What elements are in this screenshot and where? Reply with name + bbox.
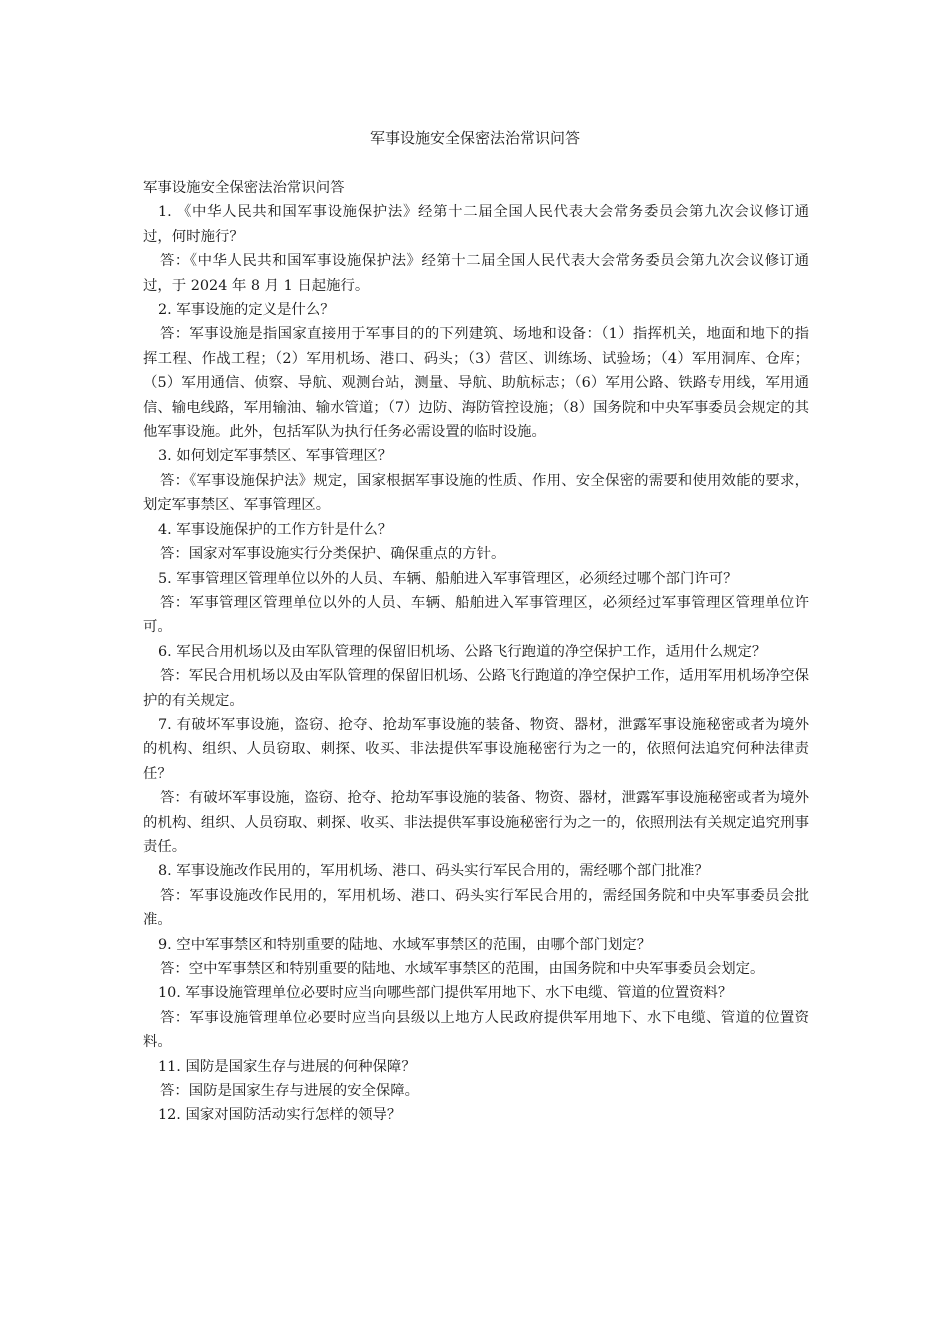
answer-2: 答：军事设施是指国家直接用于军事目的的下列建筑、场地和设备：（1）指挥机关，地面和地下的指挥工程、作战工程；（2）军用机场、港口、码头；（3）营区、训练场、试验场；（4）军用洞库、仓库；（5）军用通信、侦察、导航、观测台站，测量、导航、助航标志；（6）军用公路、铁路专用线，军用通信、输电线路，军用输油、输水管道；（7）边防、海防管控设施；（8）国务院和中央军事委员会规定的其他军事设施。此外，包括军队为执行任务必需设置的临时设施。 <box>143 326 809 441</box>
question-12: 12. 国家对国防活动实行怎样的领导？ <box>158 1107 402 1124</box>
question-7: 7. 有破坏军事设施，盗窃、抢夺、抢劫军事设施的装备、物资、器材，泄露军事设施秘密或者为境外的机构、组织、人员窃取、刺探、收买、非法提供军事设施秘密行为之一的，依照何法追究何种法律责任？ <box>143 716 809 782</box>
answer-8: 答：军事设施改作民用的，军用机场、港口、码头实行军民合用的，需经国务院和中央军事委员会批准。 <box>143 887 809 929</box>
question-6: 6. 军民合用机场以及由军队管理的保留旧机场、公路飞行跑道的净空保护工作，适用什么规定？ <box>158 643 767 660</box>
question-9: 9. 空中军事禁区和特别重要的陆地、水域军事禁区的范围，由哪个部门划定？ <box>158 936 652 953</box>
question-5: 5. 军事管理区管理单位以外的人员、车辆、船舶进入军事管理区，必须经过哪个部门许可？ <box>158 570 738 587</box>
answer-6: 答：军民合用机场以及由军队管理的保留旧机场、公路飞行跑道的净空保护工作，适用军用机场净空保护的有关规定。 <box>143 668 809 709</box>
answer-3: 答：《军事设施保护法》规定，国家根据军事设施的性质、作用、安全保密的需要和使用效能的要求，划定军事禁区、军事管理区。 <box>143 472 809 514</box>
document-title: 军事设施安全保密法治常识问答 <box>369 129 580 147</box>
answer-10: 答：军事设施管理单位必要时应当向县级以上地方人民政府提供军用地下、水下电缆、管道的位置资料。 <box>143 1009 809 1051</box>
answer-9: 答：空中军事禁区和特别重要的陆地、水域军事禁区的范围，由国务院和中央军事委员会划定。 <box>160 961 765 977</box>
question-10: 10. 军事设施管理单位必要时应当向哪些部门提供军用地下、水下电缆、管道的位置资料？ <box>158 985 733 1002</box>
answer-4: 答：国家对军事设施实行分类保护、确保重点的方针。 <box>160 546 506 563</box>
question-2: 2. 军事设施的定义是什么？ <box>158 302 335 319</box>
question-11: 11. 国防是国家生存与进展的何种保障？ <box>158 1058 416 1075</box>
answer-7: 答：有破坏军事设施，盗窃、抢夺、抢劫军事设施的装备、物资、器材，泄露军事设施秘密或者为境外的机构、组织、人员窃取、刺探、收买、非法提供军事设施秘密行为之一的，依照刑法有关规定追究刑事责任。 <box>143 790 809 855</box>
answer-1: 答：《中华人民共和国军事设施保护法》经第十二届全国人民代表大会常务委员会第九次会议修订通过，于 2024 年 8 月 1 日起施行。 <box>143 253 809 294</box>
question-8: 8. 军事设施改作民用的，军用机场、港口、码头实行军民合用的，需经哪个部门批准？ <box>158 863 709 880</box>
answer-11: 答：国防是国家生存与进展的安全保障。 <box>160 1083 420 1100</box>
question-1: 1. 《中华人民共和国军事设施保护法》经第十二届全国人民代表大会常务委员会第九次会议修订通过，何时施行？ <box>143 204 809 245</box>
answer-5: 答：军事管理区管理单位以外的人员、车辆、船舶进入军事管理区，必须经过军事管理区管理单位许可。 <box>143 594 809 636</box>
section-heading: 军事设施安全保密法治常识问答 <box>143 180 345 196</box>
document-body <box>143 176 809 1128</box>
question-3: 3. 如何划定军事禁区、军事管理区？ <box>158 448 393 465</box>
question-4: 4. 军事设施保护的工作方针是什么？ <box>158 521 393 538</box>
